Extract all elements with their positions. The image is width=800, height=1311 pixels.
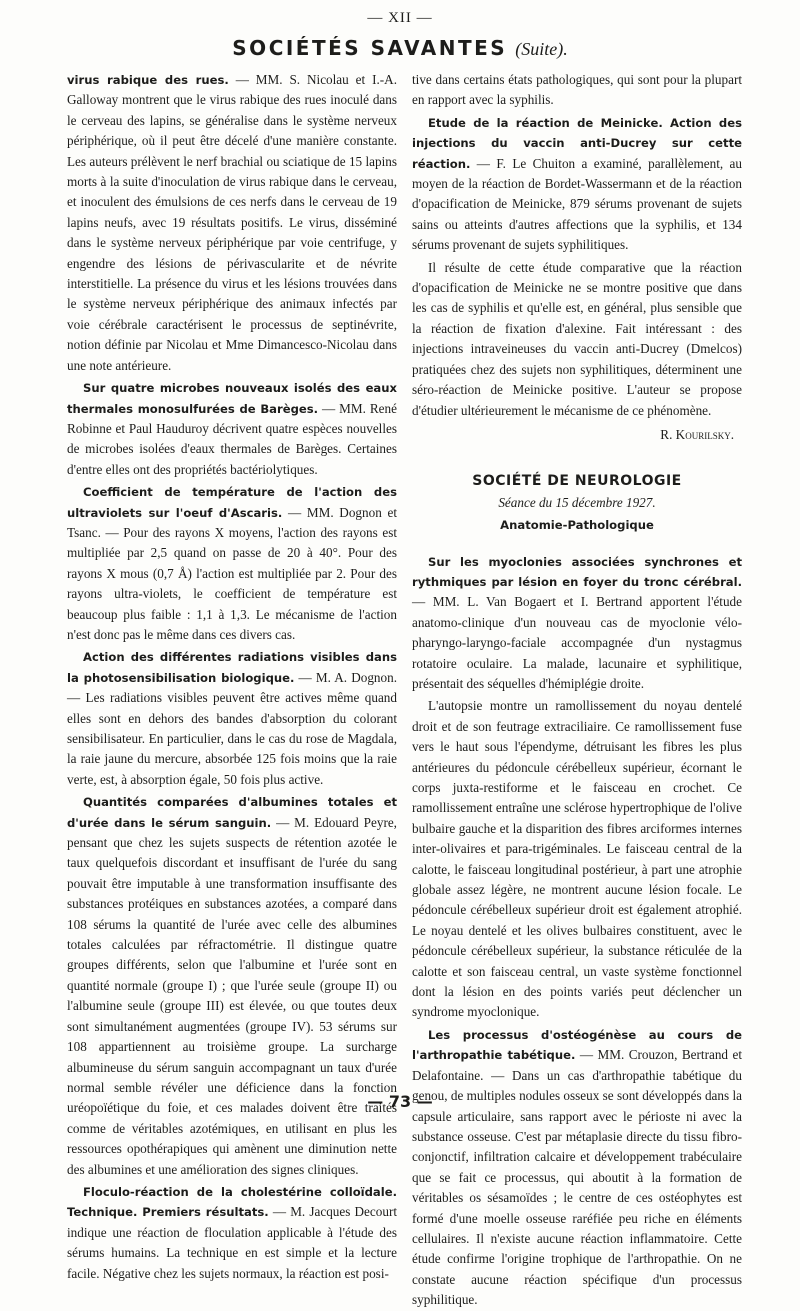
author-signature: R. Kourilsky. <box>660 426 734 442</box>
article-title: virus rabique des rues. <box>67 73 229 87</box>
article-paragraph <box>67 1182 397 1284</box>
section-heading: Anatomie-Pathologique <box>500 518 654 533</box>
article-text: — M. Jacques Decourt indique une réaction de floculation applicable à l'étude des sérums humains. La technique en est simple et la lecture facile. Négative chez les sujets normaux, la réaction est posi- <box>67 1204 397 1281</box>
article-text: — MM. René Robinne et Paul Hauduroy décrivent quatre espèces nouvelles de microbes isolées d'eaux thermales de Barèges. Certaines d'entre elles ont des propriétés bactériolytiques. <box>67 400 397 477</box>
page-number-top: — XII — <box>367 10 433 26</box>
article-title: Les processus d'ostéogénèse au cours de l'arthropathie tabétique. <box>412 1027 742 1063</box>
article-text: — M. A. Dognon. — Les radiations visibles peuvent être actives même quand elles sont en dehors des bandes d'absorption du colorant sensibilisateur. En particulier, dans le cas du rose de Magdala, la raie jaune du mercure, absorbée 125 fois moins que la raie verte, est, à absorption égale, 50 fois plus active. <box>67 669 397 787</box>
article-paragraph <box>67 647 397 790</box>
article-paragraph <box>412 113 742 256</box>
article-paragraph <box>412 1025 742 1311</box>
article-paragraph <box>412 258 742 421</box>
article-continuation: tive dans certains états pathologiques, qui sont pour la plupart en rapport avec la syphilis. <box>412 72 742 108</box>
running-header <box>0 36 800 60</box>
article-title: Etude de la réaction de Meinicke. Action des injections du vaccin anti-Ducrey sur cette réaction. <box>412 115 742 171</box>
article-text: — F. Le Chuiton a examiné, parallèlement, au moyen de la réaction de Bordet-Wassermann et de la réaction d'opacification de Meinicke, 879 sérums provenant de sujets sains ou atteints d'autres affections que la syphilis, et 134 sérums provenant de sujets syphilitiques. <box>412 155 742 253</box>
article-title: Action des différentes radiations visibles dans la photosensibilisation biologique. <box>67 650 397 685</box>
article-paragraph <box>67 378 397 480</box>
article-text: — M. Edouard Peyre, pensant que chez les sujets suspects de rétention azotée le taux quelquefois discordant et insuffisant de l'urée du sang pouvait être imputable à une transformation insuffisante des substances protéiques en substances azotées, a comparé dans 108 sérums la quantité de l'urée avec celle des albumines totales calculées par réfractométrie. Il distingue quatre groupes différents, selon que l'albumine et l'urée sont en quantité normale (groupe I) ; que l'urée seule (groupe II) ou l'albumine seule (groupe III) est élevée, ou que toutes deux sont simultanément augmentées (groupe IV). 53 sérums sur 108 appartiennent au troisième groupe. La surcharge albumineuse du sérum sanguin accompagnant un taux d'urée normal semble révéler une déficience dans la fonction uréopoïétique du foie, et ces malades doivent être traités comme de véritables azotémiques, en utilisant en plus les ressources opothérapiques qui amènent une diminution nette des albumines et une amélioration des signes cliniques. <box>67 814 397 1177</box>
article-title: Sur quatre microbes nouveaux isolés des eaux thermales monosulfurées de Barèges. <box>67 381 397 416</box>
right-column <box>412 70 742 1311</box>
article-text: — MM. L. Van Bogaert et I. Bertrand apportent l'étude anatomo-clinique d'un nouveau cas de myoclonie vélo-pharyngo-laryngo-faciale accompagnée d'un nystagmus rotatoire oculaire. La malade, lacunaire et syphilitique, présentait des séquelles d'hémiplégie droite. <box>412 594 742 691</box>
article-text: — MM. Crouzon, Bertrand et Delafontaine. — Dans un cas d'arthropathie tabétique du genou, de multiples nodules osseux se sont développés dans la capsule articulaire, sans rapport avec le périoste ni avec la substance osseuse. C'est par métaplasie directe du tissu fibro-conjonctif, infiltration calcaire et développement trabéculaire que se fait ce processus, qui aboutit à la formation de véritables os sésamoïdes ; le centre de ces ostéophytes est formé d'une moelle osseuse raréfiée peu riche en éléments cellulaires. Il n'existe aucune réaction inflammatoire. Cette étude confirme l'origine trophique de l'arthropathie. On ne constate aucune réaction spécifique d'un processus syphilitique. <box>412 1047 742 1308</box>
header-suffix: (Suite). <box>515 39 568 59</box>
article-text: — MM. Dognon et Tsanc. — Pour des rayons X moyens, l'action des rayons est multipliée par 2,5 quand on passe de 20 à 40°. Pour des rayons X mous (0,7 Å) l'action est multipliée par 2. Pour des rayons ultra-violets, le coefficient de température est beaucoup plus faible : 1,1 à 1,3. Le mécanisme de l'action n'est donc pas le même dans ces divers cas. <box>67 504 397 642</box>
article-title: Coefficient de température de l'action des ultraviolets sur l'oeuf d'Ascaris. <box>67 485 397 520</box>
article-title: Floculo-réaction de la cholestérine colloïdale. Technique. Premiers résultats. <box>67 1184 397 1220</box>
society-heading: SOCIÉTÉ DE NEUROLOGIE <box>472 473 682 490</box>
article-paragraph <box>67 792 397 1180</box>
session-date: Séance du 15 décembre 1927. <box>498 494 656 510</box>
article-title: Quantités comparées d'albumines totales et d'urée dans le sérum sanguin. <box>67 795 397 830</box>
article-paragraph <box>412 696 742 1023</box>
article-title: Sur les myoclonies associées synchrones et rythmiques par lésion en foyer du tronc cérébral. <box>412 554 742 589</box>
article-text: — MM. S. Nicolau et I.-A. Galloway montrent que le virus rabique des rues inoculé dans le cerveau des lapins, se généralise dans le système nerveux périphérique, où il peut être décelé d'une manière constante. Les auteurs prélèvent le nerf brachial ou sciatique de 15 lapins morts à la suite d'inoculation de virus rabique dans le cerveau, et inoculent des émulsions de ces nerfs dans le cerveau de 19 lapins neufs, avec 19 résultats positifs. Le virus, disséminé dans le système nerveux périphérique par voie centrifuge, y engendre des lésions de périvascularite et de névrite interstitielle. La présence du virus et les lésions trouvées dans le système nerveux périphérique des animaux infectés par voie cérébrale caractérisent le processus de septinévrite, notion définie par Nicolau et Mme Dimancesco-Nicolau dans une note antérieure. <box>67 72 397 373</box>
article-paragraph <box>412 552 742 695</box>
article-text: Il résulte de cette étude comparative que la réaction d'opacification de Meinicke ne se montre positive que dans les cas de syphilis et qu'elle est, en général, plus sensible que la réaction de fixation d'alexine. Fait intéressant : des injections intraveineuses du vaccin anti-Ducrey (Dmelcos) pratiquées chez des sujets non syphilitiques, déterminent une séro-réaction de Meinicke positive. L'auteur se propose d'étudier ultérieurement le mécanisme de ce phénomène. <box>412 259 742 418</box>
article-paragraph <box>67 70 397 376</box>
article-text: L'autopsie montre un ramollissement du noyau dentelé droit et de son feutrage extraciliaire. Ce ramollissement fuse vers le haut sous l'épendyme, détruisant les fibres les plus antérieures du pédoncule cérébelleux supérieur, écornant le corps juxta-restiforme et le faisceau en crochet. Ce ramollissement entraîne une sclérose hypertrophique de l'olive bulbaire gauche et la disparition des fibres arciformes internes inter-olivaires et para-trigéminales. Le faisceau central de la calotte, le faisceau longitudinal postérieur, à part une atrophie globale assez légère, ne montrent aucune lésion focale. Le pédoncule cérébelleux supérieur droit est également atrophié. Le noyau dentelé et les olives bulbaires constituent, avec le pédoncule cérébelleux supérieur, la substance réticulée de la calotte et son faisceau central, un vaste système fonctionnel dont la lésion en des points variés peut déclencher un syndrome myoclonique. <box>412 698 742 1020</box>
page-number-bottom: — 73 — <box>367 1092 433 1111</box>
article-paragraph <box>67 482 397 645</box>
header-title: SOCIÉTÉS SAVANTES <box>232 36 508 60</box>
